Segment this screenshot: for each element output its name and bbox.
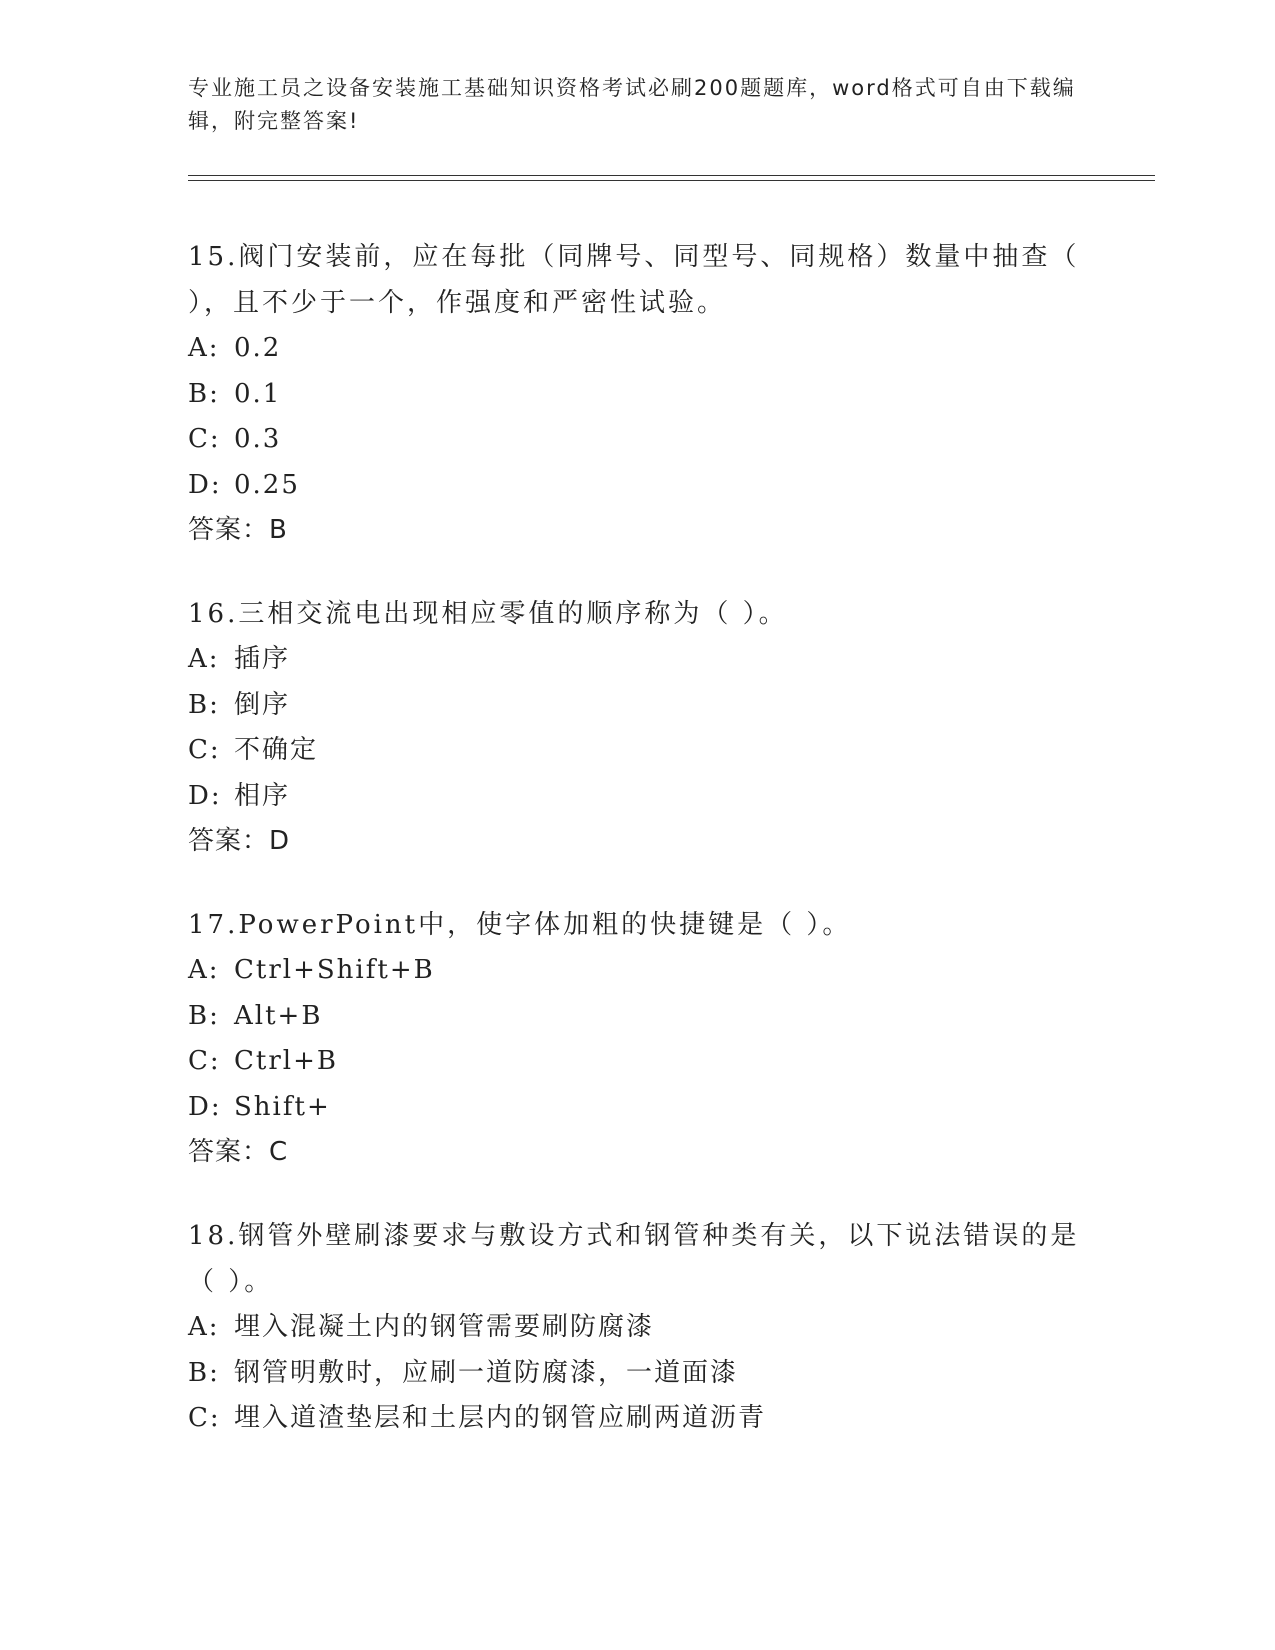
option-c [188,1396,1088,1442]
option-a [188,948,1088,994]
option-b [188,1351,1088,1397]
option-letter: D: [188,469,222,500]
option-text: Alt+B [234,1000,323,1031]
option-b [188,994,1088,1040]
option-text: 0.1 [234,378,282,409]
option-letter: A: [188,333,220,363]
option-d [188,463,1088,509]
answer-line: 答案：D [188,826,291,856]
question-15 [188,234,1088,553]
answer-line: 答案：B [188,515,288,545]
question-stem: 15.阀门安装前，应在每批（同牌号、同型号、同规格）数量中抽查（ ），且不少于一个，作强度和严密性试验。 [188,242,1080,318]
option-c [188,417,1088,463]
option-letter: B: [188,689,220,720]
option-text: 相序 [234,780,291,811]
question-17 [188,902,1088,1175]
option-letter: A: [188,1312,220,1342]
header-divider-top [188,175,1155,176]
option-text: 插序 [234,644,291,674]
document-header [188,72,1078,138]
option-text: Ctrl+B [234,1046,338,1076]
option-text: 钢管明敷时，应刷一道防腐漆，一道面漆 [234,1357,739,1388]
header-title: 专业施工员之设备安装施工基础知识资格考试必刷200题题库，word格式可自由下载编辑，附完整答案! [188,76,1076,133]
header-divider-bottom [188,180,1155,181]
option-text: 倒序 [234,689,291,720]
question-18 [188,1213,1088,1442]
option-letter: A: [188,955,220,985]
option-c [188,1039,1088,1085]
option-text: 0.25 [234,469,300,500]
option-b [188,372,1088,418]
option-letter: B: [188,378,220,409]
option-letter: C: [188,1046,221,1076]
option-letter: D: [188,1091,222,1122]
question-16 [188,591,1088,864]
option-d [188,1085,1088,1131]
option-text: 0.3 [234,424,282,454]
question-stem: 17.PowerPoint中，使字体加粗的快捷键是（ ）。 [188,910,852,940]
question-list [188,234,1088,1480]
option-letter: B: [188,1357,220,1388]
option-a [188,637,1088,683]
option-text: 0.2 [234,333,282,363]
question-stem: 16.三相交流电出现相应零值的顺序称为（ ）。 [188,599,788,629]
answer-line: 答案：C [188,1137,289,1167]
option-letter: C: [188,735,221,765]
option-b [188,683,1088,729]
option-text: 埋入混凝土内的钢管需要刷防腐漆 [234,1312,655,1342]
option-letter: B: [188,1000,220,1031]
option-letter: D: [188,780,222,811]
option-d [188,774,1088,820]
option-a [188,326,1088,372]
option-a [188,1305,1088,1351]
option-text: 埋入道渣垫层和土层内的钢管应刷两道沥青 [234,1403,767,1433]
option-letter: A: [188,644,220,674]
option-letter: C: [188,424,221,454]
option-text: Ctrl+Shift+B [234,955,435,985]
question-stem: 18.钢管外壁刷漆要求与敷设方式和钢管种类有关，以下说法错误的是（ ）。 [188,1221,1080,1297]
option-text: Shift+ [234,1091,331,1122]
option-letter: C: [188,1403,221,1433]
option-c [188,728,1088,774]
option-text: 不确定 [234,735,319,765]
